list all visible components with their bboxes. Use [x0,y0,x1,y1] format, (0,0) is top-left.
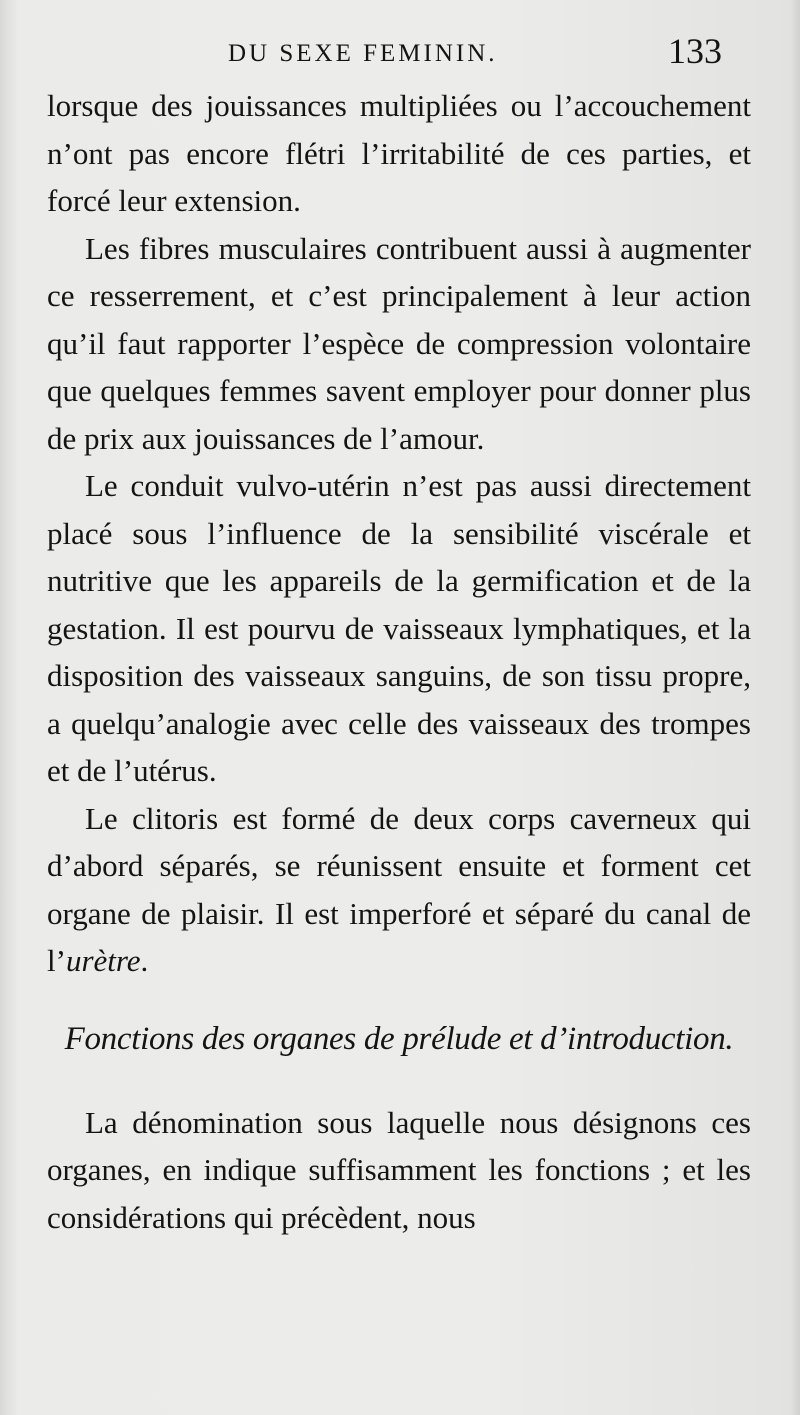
clitoris-text: Le clitoris est formé de deux corps caverneux qui d’abord séparés, se réunissent ensuite et forment cet organe de plaisir. Il est imperforé et séparé du canal de l’ [47,800,751,978]
paragraph-vulvo-uterine-duct: Le conduit vulvo-utérin n’est pas aussi directement placé sous l’influence de la sensibilité viscérale et nutritive que les appareils de la germification et de la gestation. Il est pourvu de vaisseaux lymphatiques, et la disposition des vaisseaux sanguins, de son tissu propre, a quelqu’analogie avec celle des vaisseaux des trompes et de l’utérus. [47,468,751,788]
running-head [0,31,800,76]
page-number: 133 [668,31,722,71]
paragraph-continuation: lorsque des jouissances multipliées ou l’accouchement n’ont pas encore flétri l’irritabilité de ces parties, et forcé leur extension. [47,88,751,218]
body-text [47,82,751,1241]
clitoris-text-end: . [140,943,149,978]
section-heading: Fonctions des organes de prélude et d’introduction. [64,1020,734,1057]
uretre-term: urètre [65,943,141,978]
paragraph-denomination: La dénomination sous laquelle nous désignons ces organes, en indique suffisamment les fonctions ; et les considérations qui précèdent, nous [47,1104,751,1235]
paragraph-clitoris [47,795,751,985]
paragraph-muscle-fibres: Les fibres musculaires contribuent aussi à augmenter ce resserrement, et c’est principalement à leur action qu’il faut rapporter l’espèce de compression volontaire que quelques femmes savent employer pour donner plus de prix aux jouissances de l’amour. [47,230,751,456]
running-head-title: DU SEXE FEMININ. [228,40,498,67]
